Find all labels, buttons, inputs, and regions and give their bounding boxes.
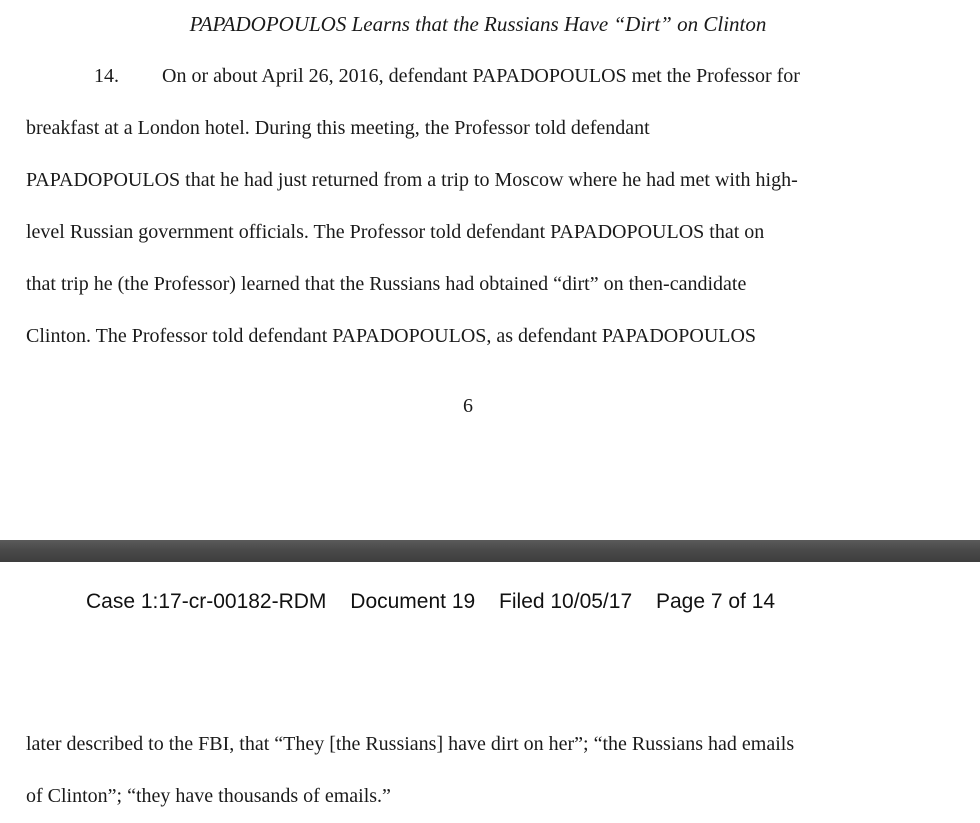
paragraph-line: Clinton. The Professor told defendant PAPADOPOULOS, as defendant PAPADOPOULOS <box>26 325 757 347</box>
paragraph-line: breakfast at a London hotel. During this meeting, the Professor told defendant <box>26 117 650 139</box>
case-header <box>86 588 775 616</box>
document-number: Document 19 <box>350 590 476 613</box>
page-divider <box>0 540 980 562</box>
paragraph-line: that trip he (the Professor) learned that the Russians had obtained “dirt” on then-candidate <box>26 273 747 295</box>
section-heading: PAPADOPOULOS Learns that the Russians Have “Dirt” on Clinton <box>189 12 767 36</box>
paragraph-line: PAPADOPOULOS that he had just returned from a trip to Moscow where he had met with high- <box>26 169 798 191</box>
paragraph-line: On or about April 26, 2016, defendant PAPADOPOULOS met the Professor for <box>162 65 800 87</box>
case-number: Case 1:17-cr-00182-RDM <box>86 590 327 613</box>
paragraph-line: level Russian government officials. The Professor told defendant PAPADOPOULOS that on <box>26 221 765 243</box>
page-number: 6 <box>463 395 473 417</box>
page-indicator: Page 7 of 14 <box>655 590 776 613</box>
continuation-line: of Clinton”; “they have thousands of emails.” <box>26 785 391 807</box>
paragraph-number: 14. <box>94 65 119 87</box>
filed-date: Filed 10/05/17 <box>499 590 633 613</box>
continuation-line: later described to the FBI, that “They [the Russians] have dirt on her”; “the Russians had emails <box>26 733 795 755</box>
